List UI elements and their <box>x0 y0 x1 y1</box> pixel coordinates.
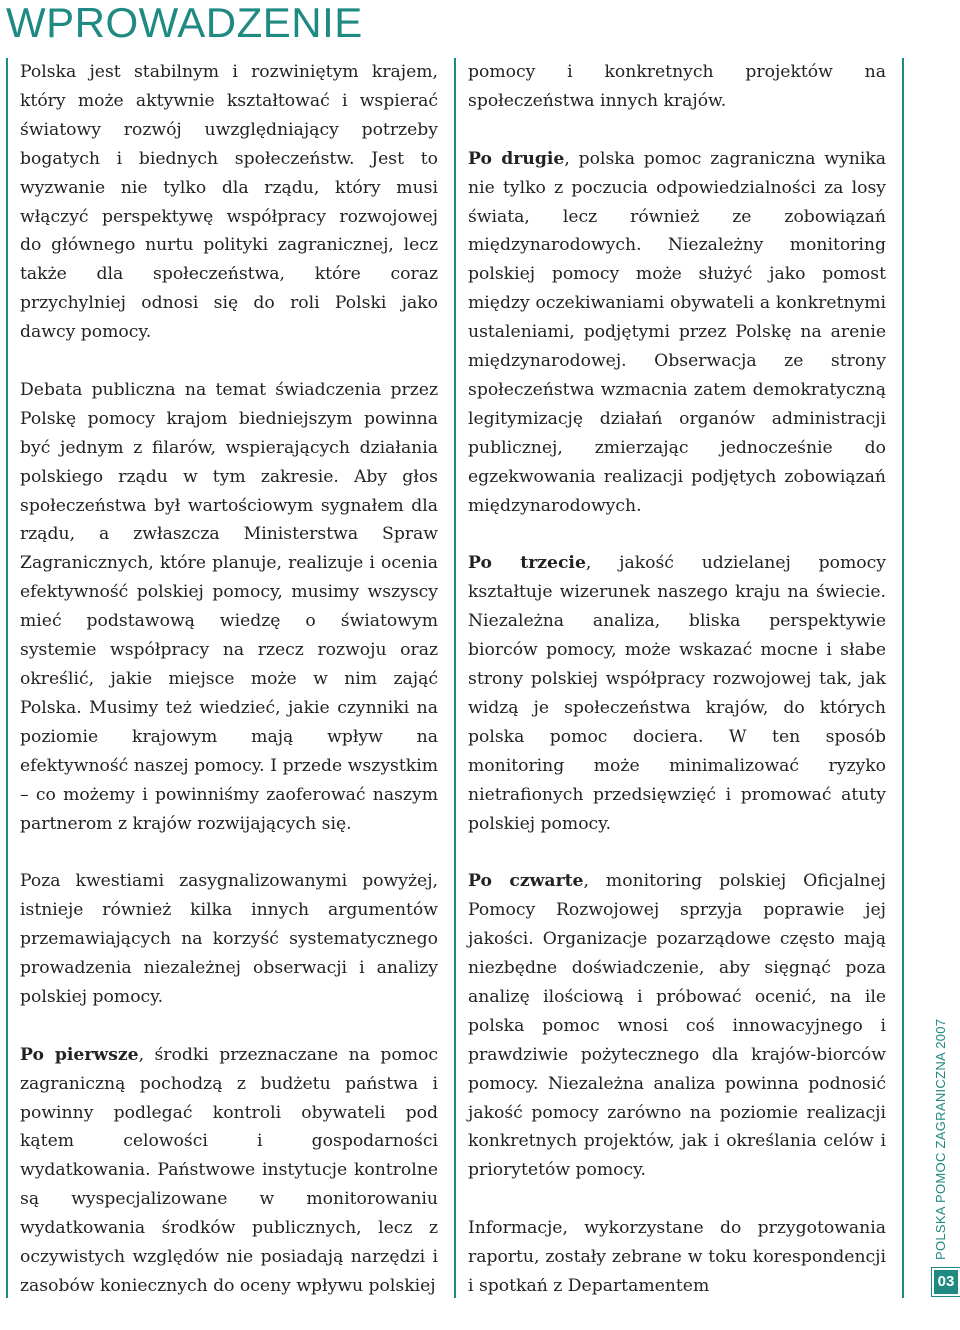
page-number: 03 <box>932 1268 960 1296</box>
continuation-paragraph: pomocy i konkretnych projektów na społeczeństwa innych krajów. <box>468 62 886 111</box>
left-column <box>20 58 438 1330</box>
right-column <box>468 58 886 1330</box>
fourth-argument-text: , monitoring polskiej Oficjalnej Pomocy Rozwojowej sprzyja poprawie jej jakości. Organizacje pozarządowe często mają niezbędne doświadczenie, aby sięgnąć poza analizę ilościową i próbować ocenić, na ile polska pomoc wnosi coś innowacyjnego i prawdziwie pożytecznego dla krajów-biorców pomocy. Niezależna analiza powinna podnosić jakość pomocy zarówno na poziomie realizacji konkretnych projektów, jak i określania celów i priorytetów pomocy. <box>468 871 886 1181</box>
second-argument-text: , polska pomoc zagraniczna wynika nie tylko z poczucia odpowiedzialności za losy świata, lecz również ze zobowiązań międzynarodowych. Niezależny monitoring polskiej pomocy może służyć jako pomost między oczekiwaniami obywateli a konkretnymi ustaleniami, podjętymi przez Polskę na arenie międzynarodowej. Obserwacja ze strony społeczeństwa wzmacnia zatem demokratyczną legitymizację działań organów administracji publicznej, zmierzając jednocześnie do egzekwowania realizacji podjętych zobowiązań międzynarodowych. <box>468 148 886 516</box>
information-paragraph: Informacje, wykorzystane do przygotowania raportu, zostały zebrane w toku korespondencji i spotkań z Departamentem <box>468 1218 886 1296</box>
page-title: WPROWADZENIE <box>6 0 363 46</box>
first-argument-paragraph <box>20 1041 438 1301</box>
running-title: POLSKA POMOC ZAGRANICZNA 2007 <box>933 1018 948 1260</box>
first-argument-text: , środki przeznaczane na pomoc zagraniczną pochodzą z budżetu państwa i powinny podlegać kontroli obywateli pod kątem celowości i gospodarności wydatkowania. Państwowe instytucje kontrolne są wyspecjalizowane w monitorowaniu wydatkowania środków publicznych, lecz z oczywistych względów nie posiadają narzędzi i zasobów koniecznych do oceny wpływu polskiej <box>20 1044 438 1297</box>
debate-paragraph: Debata publiczna na temat świadczenia przez Polskę pomocy krajom biedniejszym powinna być jednym z filarów, wspierających działania polskiego rządu w tym zakresie. Aby głos społeczeństwa był wartościowym sygnałem dla rządu, a zwłaszcza Ministerstwa Spraw Zagranicznych, które planuje, realizuje i ocenia efektywność polskiej pomocy, musimy wszyscy mieć podstawową wiedzę o światowym systemie współpracy na rzecz rozwoju oraz określić, jakie miejsce może w nim zająć Polska. Musimy też wiedzieć, jakie czynniki na poziomie krajowym mają wpływ na efektywność naszej pomocy. I przede wszystkim – co możemy i powinniśmy zaoferować naszym partnerom z krajów rozwijających się. <box>20 379 438 834</box>
right-column-rule <box>454 58 456 1298</box>
third-argument-text: , jakość udzielanej pomocy kształtuje wizerunek naszego kraju na świecie. Niezależna analiza, bliska perspektywie biorców pomocy, może wskazać mocne i słabe strony polskiej współpracy rozwojowej tak, jak widzą je społeczeństwa krajów, do których polska pomoc dociera. W ten sposób monitoring może minimalizować ryzyko nietrafionych przedsięwzięć i promować atuty polskiej pomocy. <box>468 553 886 834</box>
second-argument-paragraph <box>468 145 886 521</box>
third-argument-lead: Po trzecie <box>468 553 586 574</box>
fourth-argument-paragraph <box>468 867 886 1185</box>
far-right-rule <box>902 58 904 1298</box>
arguments-paragraph: Poza kwestiami zasygnalizowanymi powyżej, istnieje również kilka innych argumentów przemawiających na korzyść systematycznego prowadzenia niezależnej obserwacji i analizy polskiej pomocy. <box>20 871 438 1007</box>
first-argument-lead: Po pierwsze <box>20 1044 139 1065</box>
intro-paragraph: Polska jest stabilnym i rozwiniętym krajem, który może aktywnie kształtować i wspierać światowy rozwój uwzględniający potrzeby bogatych i biednych społeczeństw. Jest to wyzwanie nie tylko dla rządu, który musi włączyć perspektywę współpracy rozwojowej do głównego nurtu polityki zagranicznej, lecz także dla społeczeństwa, które coraz przychylniej odnosi się do roli Polski jako dawcy pomocy. <box>20 62 438 343</box>
left-column-rule <box>6 58 8 1298</box>
third-argument-paragraph <box>468 549 886 838</box>
second-argument-lead: Po drugie <box>468 148 565 169</box>
fourth-argument-lead: Po czwarte <box>468 871 584 892</box>
